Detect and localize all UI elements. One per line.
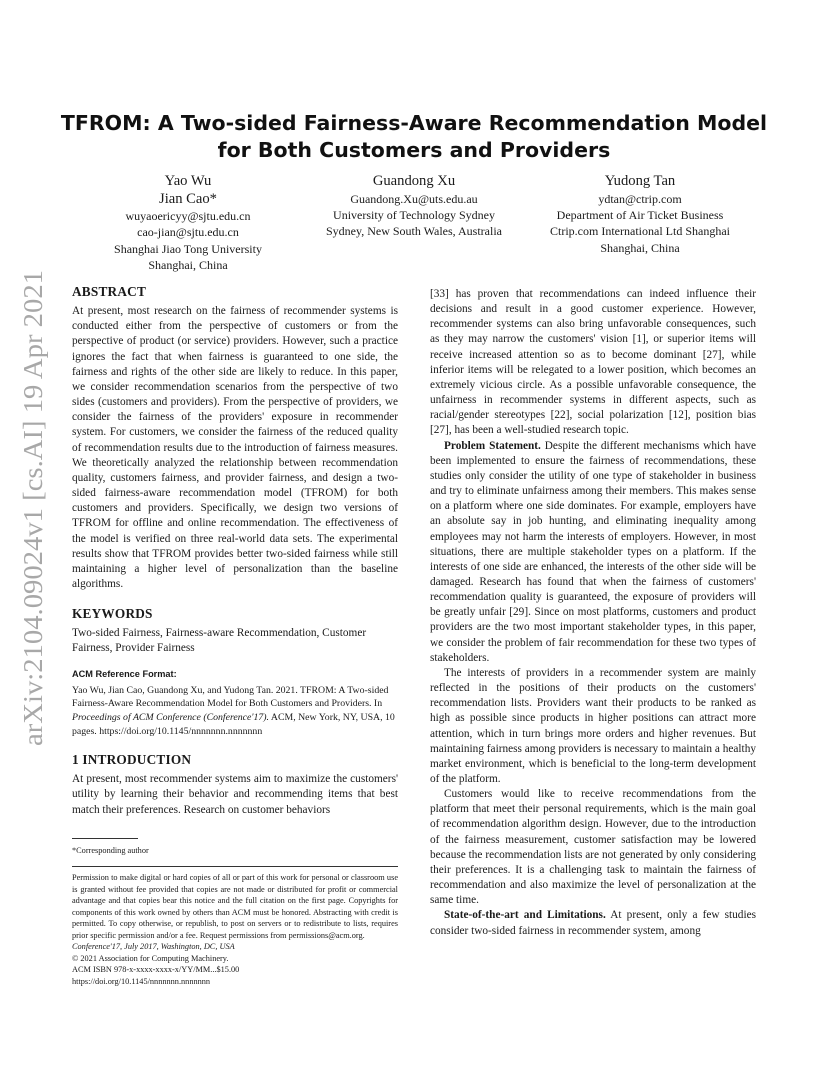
run-in-heading: State-of-the-art and Limitations. [444,909,606,922]
body-paragraph: [33] has proven that recommendations can indeed influence their decisions and result in a good customer experience. However, recommender systems can also bring unfavorable consequences, such as they may narrow the customers' vision [1], or superior items will receive increased attention so as to become dominant [27], while inferior items will be relegated to a lower position, which becomes an extremely vicious circle. As a possible unfavorable consequence, the unfairness in recommender systems in different aspects, such as racial/gender stereotypes [22], social polarization [12], position bias [27], has been a well-studied research topic. [430,288,756,437]
paragraph-text: At present, only a few studies consider two-sided fairness in recommender system, among [430,909,756,937]
acm-ref-part: ACM, New York, NY, USA, 10 pages. https://doi.org/10.1145/nnnnnnn.nnnnnnn [72,711,395,737]
author-3 [520,173,760,256]
author-line: Guandong.Xu@uts.edu.au [350,191,478,206]
title-line-2: for Both Customers and Providers [217,138,611,162]
arxiv-stamp-text: arXiv:2104.09024v1 [cs.AI] 19 Apr 2021 [18,297,48,746]
conference-text: Conference'17, July 2017, Washington, DC, USA [72,942,235,952]
author-line: Sydney, New South Wales, Australia [325,224,502,239]
state-of-art-paragraph [430,908,756,938]
author-name: Guandong Xu [372,173,456,189]
paragraph-text: Despite the different mechanisms which have been implemented to ensure the fairness of recommendations, these studies only consider the utility of one type of stakeholder in business and try to eliminate unfairness among their members. This makes sense on a platform where one side dominates. For example, employers have an absolute say in job hunting, and eliminating inequality among employees may not harm the interests of employers. However, in most situations, there are multiple stakeholder types on a platform. If the interests of one side are enhanced, the interests of the other side will be damaged. Research has found that when the fairness of customers' recommendation quality is guaranteed, the exposure of providers will be greatly unfair [29]. Since on most platforms, customers and product providers are the two most important stakeholder types, in this paper, we consider the problem of fair recommendation for these two types of stakeholders. [430,439,757,664]
arxiv-stamp [18,268,50,748]
intro-heading: 1 INTRODUCTION [72,752,192,768]
author-name: Yudong Tan [604,173,676,189]
isbn-line: ACM ISBN 978-x-xxxx-xxxx-x/YY/MM...$15.00 [72,965,240,975]
acm-reference-text [72,684,398,738]
body-paragraph: The interests of providers in a recommender system are mainly reflected in the positions of their products on the customers' recommendation lists. Providers want their products to be ranked as high as possible since products in higher positions can attract more attention, which in turn brings more orders and higher revenues. But maintaining fairness among providers is necessary to maintain a healthy market environment, which is beneficial to the long-term development of the platform. [430,666,756,785]
author-line: Ctrip.com International Ltd Shanghai [550,224,730,239]
permission-rule [72,866,398,867]
acm-ref-part: Yao Wu, Jian Cao, Guandong Xu, and Yudong Tan. 2021. TFROM: A Two-sided Fairness-Aware Recommendation Model for Both Customers and Providers. In [72,684,389,710]
author-line: ydtan@ctrip.com [598,191,682,206]
author-line: wuyaoericyy@sjtu.edu.cn [125,209,251,223]
keywords-heading: KEYWORDS [72,606,153,622]
intro-text: At present, most recommender systems aim to maximize the customers' utility by learning their behavior and recommending items that best match their preferences. Research on customer behaviors [72,773,398,816]
author-1 [78,173,298,274]
right-column [430,287,756,939]
author-line: Shanghai, China [148,258,228,273]
corresponding-footnote: *Corresponding author [72,845,149,855]
author-line: cao-jian@sjtu.edu.cn [137,225,239,240]
author-line: Jian Cao* [159,190,217,207]
copyright-line: © 2021 Association for Computing Machinery. [72,953,229,963]
paper-title [60,110,768,164]
title-line-1: TFROM: A Two-sided Fairness-Aware Recommendation Model [60,111,768,135]
conference-line [72,941,398,953]
acm-ref-italic: Proceedings of ACM Conference (Conference'17). [72,711,269,723]
body-paragraph: Customers would like to receive recommendations from the platform that meet their personal requirements, which is the main goal of recommendation algorithm design. However, due to the introduction of the fairness measurement, customer satisfaction may be lowered because the recommendation lists are not generated by only considering their preferences. It is a challenging task to maintain the fairness of recommendation and also maximize the level of personalization at the same time. [430,788,756,907]
acm-reference-heading: ACM Reference Format: [72,668,177,679]
doi-line: https://doi.org/10.1145/nnnnnnn.nnnnnnn [72,976,211,986]
author-line: Shanghai Jiao Tong University [114,241,262,256]
abstract-text: At present, most research on the fairness of recommender systems is conducted either from the perspective of customers or from the perspective of product (or service) providers. However, such a practice ignores the fact that when fairness is guaranteed to one side, the fairness and rights of the other side are likely to reduce. In this paper, we consider recommendation scenarios from the perspective of two sides (customers and providers). From the perspective of providers, we consider the fairness of the providers' exposure in recommender system. For customers, we consider the fairness of the reduced quality of recommendation results due to the introduction of fairness measures. We theoretically analyzed the relationship between recommendation quality, customers fairness, and provider fairness, and design a two-sided fairness-aware recommendation model (TFROM) for both customers and providers. Specifically, we design two versions of TFROM for offline and online recommendation. The effectiveness of the model is verified on three real-world data sets. The experimental results show that TFROM provides better two-sided fairness while still maintaining a higher level of personalization than the baseline algorithms. [72,305,398,590]
author-line: University of Technology Sydney [333,207,495,222]
problem-statement-paragraph [430,439,756,666]
permission-text: Permission to make digital or hard copies of all or part of this work for personal or classroom use is granted without fee provided that copies are not made or distributed for profit or commercial advantage and that copies bear this notice and the full citation on the first page. Copyrights for components of this work owned by others than ACM must be honored. Abstracting with credit is permitted. To copy otherwise, or republish, to post on servers or to redistribute to lists, requires prior specific permission and/or a fee. Request permissions from permissions@acm.org. [72,873,398,940]
left-column [72,284,398,987]
author-line: Shanghai, China [600,240,680,255]
author-2 [304,173,524,240]
keywords-text: Two-sided Fairness, Fairness-aware Recommendation, Customer Fairness, Provider Fairness [72,627,367,655]
author-name: Yao Wu [164,173,212,189]
author-line: Department of Air Ticket Business [556,207,724,222]
run-in-heading: Problem Statement. [444,439,541,452]
abstract-heading: ABSTRACT [72,284,147,299]
footnote-rule [72,838,138,839]
